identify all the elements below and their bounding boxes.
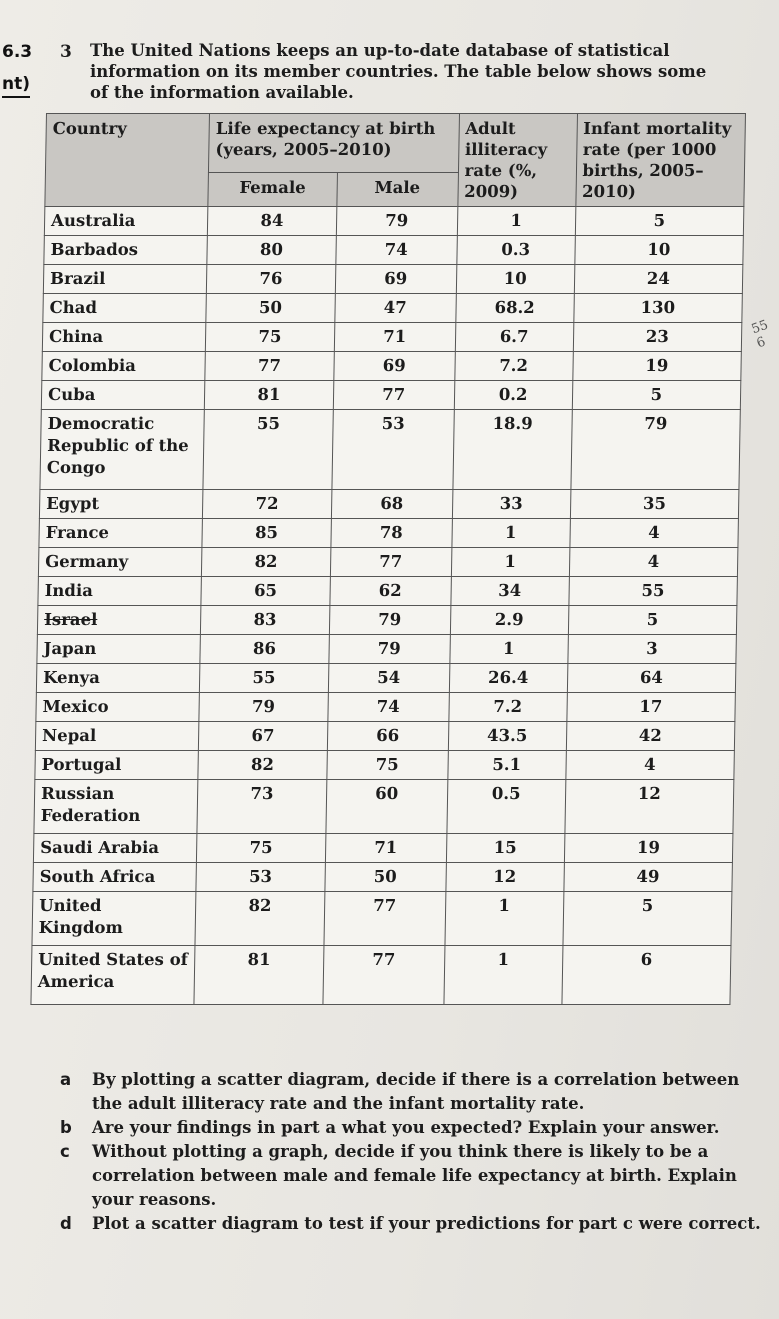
illiteracy-rate-cell: 1 bbox=[445, 892, 564, 946]
male-life-expectancy-cell: 75 bbox=[326, 751, 448, 780]
country-cell: Saudi Arabia bbox=[33, 834, 197, 863]
illiteracy-rate-cell: 0.2 bbox=[454, 381, 572, 410]
section-number: 6.3 bbox=[2, 42, 33, 62]
country-cell: South Africa bbox=[33, 863, 197, 892]
female-life-expectancy-cell: 82 bbox=[198, 751, 327, 780]
infant-mortality-cell: 5 bbox=[575, 207, 744, 236]
female-life-expectancy-cell: 86 bbox=[200, 635, 329, 664]
male-life-expectancy-cell: 77 bbox=[324, 892, 446, 946]
question-number: 3 bbox=[60, 42, 72, 62]
table-row bbox=[31, 946, 731, 1005]
male-life-expectancy-cell: 69 bbox=[335, 265, 457, 294]
part-label: a bbox=[60, 1070, 72, 1089]
header-male: Male bbox=[336, 172, 458, 206]
part-label: d bbox=[60, 1214, 72, 1233]
infant-mortality-cell: 79 bbox=[570, 410, 740, 490]
infant-mortality-cell: 42 bbox=[566, 722, 735, 751]
infant-mortality-cell: 49 bbox=[563, 863, 732, 892]
question-part-c bbox=[60, 1140, 770, 1212]
un-statistics-table bbox=[30, 113, 746, 1005]
infant-mortality-cell: 4 bbox=[569, 519, 738, 548]
male-life-expectancy-cell: 79 bbox=[329, 606, 451, 635]
female-life-expectancy-cell: 75 bbox=[197, 834, 326, 863]
infant-mortality-cell: 5 bbox=[572, 381, 741, 410]
country-cell: Kenya bbox=[36, 664, 200, 693]
illiteracy-rate-cell: 2.9 bbox=[450, 606, 568, 635]
question-part-a bbox=[60, 1068, 770, 1116]
infant-mortality-cell: 6 bbox=[561, 946, 731, 1005]
female-life-expectancy-cell: 77 bbox=[205, 352, 334, 381]
infant-mortality-cell: 5 bbox=[568, 606, 737, 635]
female-life-expectancy-cell: 55 bbox=[203, 410, 333, 490]
country-cell: Australia bbox=[44, 207, 208, 236]
table-row bbox=[36, 664, 736, 693]
table-row bbox=[33, 863, 733, 892]
infant-mortality-cell: 3 bbox=[567, 635, 736, 664]
question-part-d bbox=[60, 1212, 770, 1236]
illiteracy-rate-cell: 7.2 bbox=[454, 352, 572, 381]
female-life-expectancy-cell: 79 bbox=[199, 693, 328, 722]
country-cell: Israel bbox=[37, 606, 201, 635]
table-row bbox=[41, 381, 741, 410]
female-life-expectancy-cell: 67 bbox=[199, 722, 328, 751]
margin-label: nt) bbox=[2, 74, 30, 98]
header-life-expectancy: Life expectancy at birth (years, 2005–2010) bbox=[209, 114, 459, 173]
table-row bbox=[43, 294, 743, 323]
illiteracy-rate-cell: 0.5 bbox=[447, 780, 566, 834]
illiteracy-rate-cell: 1 bbox=[450, 635, 568, 664]
male-life-expectancy-cell: 62 bbox=[329, 577, 451, 606]
male-life-expectancy-cell: 50 bbox=[324, 863, 446, 892]
male-life-expectancy-cell: 47 bbox=[334, 294, 456, 323]
male-life-expectancy-cell: 54 bbox=[328, 664, 450, 693]
part-text: Without plotting a graph, decide if you think there is likely to be a correlation between male and female life expectancy at birth. Explain your reasons. bbox=[92, 1142, 737, 1209]
table-row bbox=[44, 236, 744, 265]
infant-mortality-cell: 35 bbox=[570, 490, 739, 519]
illiteracy-rate-cell: 18.9 bbox=[453, 410, 572, 490]
illiteracy-rate-cell: 68.2 bbox=[455, 294, 573, 323]
female-life-expectancy-cell: 75 bbox=[205, 323, 334, 352]
female-life-expectancy-cell: 82 bbox=[195, 892, 324, 946]
country-cell: United Kingdom bbox=[32, 892, 196, 946]
country-cell: Mexico bbox=[36, 693, 200, 722]
part-text: By plotting a scatter diagram, decide if there is a correlation between the adult illiteracy rate and the infant mortality rate. bbox=[92, 1070, 740, 1113]
female-life-expectancy-cell: 73 bbox=[197, 780, 326, 834]
male-life-expectancy-cell: 60 bbox=[326, 780, 448, 834]
statistics-table-container bbox=[37, 113, 762, 1005]
male-life-expectancy-cell: 79 bbox=[336, 207, 458, 236]
country-cell: Democratic Republic of the Congo bbox=[40, 410, 205, 490]
illiteracy-rate-cell: 1 bbox=[452, 519, 570, 548]
infant-mortality-cell: 10 bbox=[574, 236, 743, 265]
male-life-expectancy-cell: 74 bbox=[327, 693, 449, 722]
country-cell: France bbox=[39, 519, 203, 548]
male-life-expectancy-cell: 77 bbox=[330, 548, 452, 577]
female-life-expectancy-cell: 65 bbox=[201, 577, 330, 606]
female-life-expectancy-cell: 72 bbox=[203, 490, 332, 519]
female-life-expectancy-cell: 55 bbox=[200, 664, 329, 693]
infant-mortality-cell: 24 bbox=[574, 265, 743, 294]
part-text: Are your findings in part a what you expected? Explain your answer. bbox=[92, 1118, 720, 1137]
female-life-expectancy-cell: 81 bbox=[204, 381, 333, 410]
table-row bbox=[33, 834, 733, 863]
header-female: Female bbox=[208, 172, 337, 206]
table-row bbox=[44, 207, 744, 236]
header-illiteracy: Adult illiteracy rate (%, 2009) bbox=[457, 114, 577, 207]
table-row bbox=[40, 410, 740, 490]
male-life-expectancy-cell: 71 bbox=[325, 834, 447, 863]
table-row bbox=[38, 577, 738, 606]
table-row bbox=[42, 352, 742, 381]
male-life-expectancy-cell: 66 bbox=[327, 722, 449, 751]
illiteracy-rate-cell: 34 bbox=[451, 577, 569, 606]
infant-mortality-cell: 4 bbox=[569, 548, 738, 577]
male-life-expectancy-cell: 71 bbox=[334, 323, 456, 352]
question-part-b bbox=[60, 1116, 770, 1140]
infant-mortality-cell: 5 bbox=[562, 892, 731, 946]
female-life-expectancy-cell: 82 bbox=[202, 548, 331, 577]
country-cell: Egypt bbox=[39, 490, 203, 519]
female-life-expectancy-cell: 50 bbox=[206, 294, 335, 323]
illiteracy-rate-cell: 12 bbox=[446, 863, 564, 892]
illiteracy-rate-cell: 7.2 bbox=[449, 693, 567, 722]
table-row bbox=[39, 519, 739, 548]
infant-mortality-cell: 17 bbox=[566, 693, 735, 722]
table-row bbox=[39, 490, 739, 519]
table-row bbox=[37, 606, 737, 635]
table-body bbox=[31, 207, 744, 1005]
illiteracy-rate-cell: 5.1 bbox=[447, 751, 565, 780]
infant-mortality-cell: 19 bbox=[572, 352, 741, 381]
illiteracy-rate-cell: 1 bbox=[451, 548, 569, 577]
country-cell: Nepal bbox=[35, 722, 199, 751]
infant-mortality-cell: 19 bbox=[564, 834, 733, 863]
illiteracy-rate-cell: 33 bbox=[452, 490, 570, 519]
country-cell: Russian Federation bbox=[34, 780, 198, 834]
female-life-expectancy-cell: 83 bbox=[201, 606, 330, 635]
table-row bbox=[42, 323, 742, 352]
infant-mortality-cell: 55 bbox=[568, 577, 737, 606]
infant-mortality-cell: 4 bbox=[565, 751, 734, 780]
male-life-expectancy-cell: 53 bbox=[332, 410, 454, 490]
infant-mortality-cell: 64 bbox=[567, 664, 736, 693]
part-text: Plot a scatter diagram to test if your predictions for part c were correct. bbox=[92, 1214, 761, 1233]
infant-mortality-cell: 23 bbox=[573, 323, 742, 352]
male-life-expectancy-cell: 68 bbox=[331, 490, 453, 519]
male-life-expectancy-cell: 74 bbox=[335, 236, 457, 265]
country-cell: Chad bbox=[43, 294, 207, 323]
infant-mortality-cell: 130 bbox=[573, 294, 742, 323]
header-country: Country bbox=[45, 114, 210, 207]
country-cell: Japan bbox=[37, 635, 201, 664]
table-row bbox=[35, 751, 735, 780]
female-life-expectancy-cell: 76 bbox=[207, 265, 336, 294]
table-row bbox=[37, 635, 737, 664]
country-cell: Cuba bbox=[41, 381, 205, 410]
handwritten-margin-note: 55 6 bbox=[749, 317, 771, 352]
illiteracy-rate-cell: 6.7 bbox=[455, 323, 573, 352]
country-cell: Brazil bbox=[43, 265, 207, 294]
country-cell: Portugal bbox=[35, 751, 199, 780]
question-parts bbox=[60, 1068, 770, 1236]
male-life-expectancy-cell: 77 bbox=[333, 381, 455, 410]
female-life-expectancy-cell: 53 bbox=[196, 863, 325, 892]
illiteracy-rate-cell: 0.3 bbox=[456, 236, 574, 265]
table-row bbox=[32, 892, 732, 946]
illiteracy-rate-cell: 15 bbox=[446, 834, 564, 863]
country-cell: China bbox=[42, 323, 206, 352]
table-row bbox=[38, 548, 738, 577]
part-label: c bbox=[60, 1142, 70, 1161]
country-cell: Colombia bbox=[42, 352, 206, 381]
illiteracy-rate-cell: 1 bbox=[444, 946, 563, 1005]
female-life-expectancy-cell: 80 bbox=[207, 236, 336, 265]
illiteracy-rate-cell: 10 bbox=[456, 265, 574, 294]
country-cell: Barbados bbox=[44, 236, 208, 265]
male-life-expectancy-cell: 77 bbox=[323, 946, 445, 1005]
illiteracy-rate-cell: 43.5 bbox=[448, 722, 566, 751]
male-life-expectancy-cell: 78 bbox=[330, 519, 452, 548]
illiteracy-rate-cell: 26.4 bbox=[449, 664, 567, 693]
part-label: b bbox=[60, 1118, 72, 1137]
header-infant-mortality: Infant mortality rate (per 1000 births, 2005–2010) bbox=[575, 114, 745, 207]
country-cell: United States of America bbox=[31, 946, 195, 1005]
table-row bbox=[34, 780, 734, 834]
table-row bbox=[35, 722, 735, 751]
country-cell: Germany bbox=[38, 548, 202, 577]
question-intro: The United Nations keeps an up-to-date database of statistical information on its member countries. The table below shows some of the information available. bbox=[90, 41, 707, 102]
infant-mortality-cell: 12 bbox=[564, 780, 733, 834]
country-cell: India bbox=[38, 577, 202, 606]
female-life-expectancy-cell: 85 bbox=[202, 519, 331, 548]
illiteracy-rate-cell: 1 bbox=[457, 207, 575, 236]
female-life-expectancy-cell: 84 bbox=[208, 207, 337, 236]
female-life-expectancy-cell: 81 bbox=[194, 946, 323, 1005]
male-life-expectancy-cell: 69 bbox=[333, 352, 455, 381]
male-life-expectancy-cell: 79 bbox=[328, 635, 450, 664]
table-row bbox=[36, 693, 736, 722]
table-row bbox=[43, 265, 743, 294]
